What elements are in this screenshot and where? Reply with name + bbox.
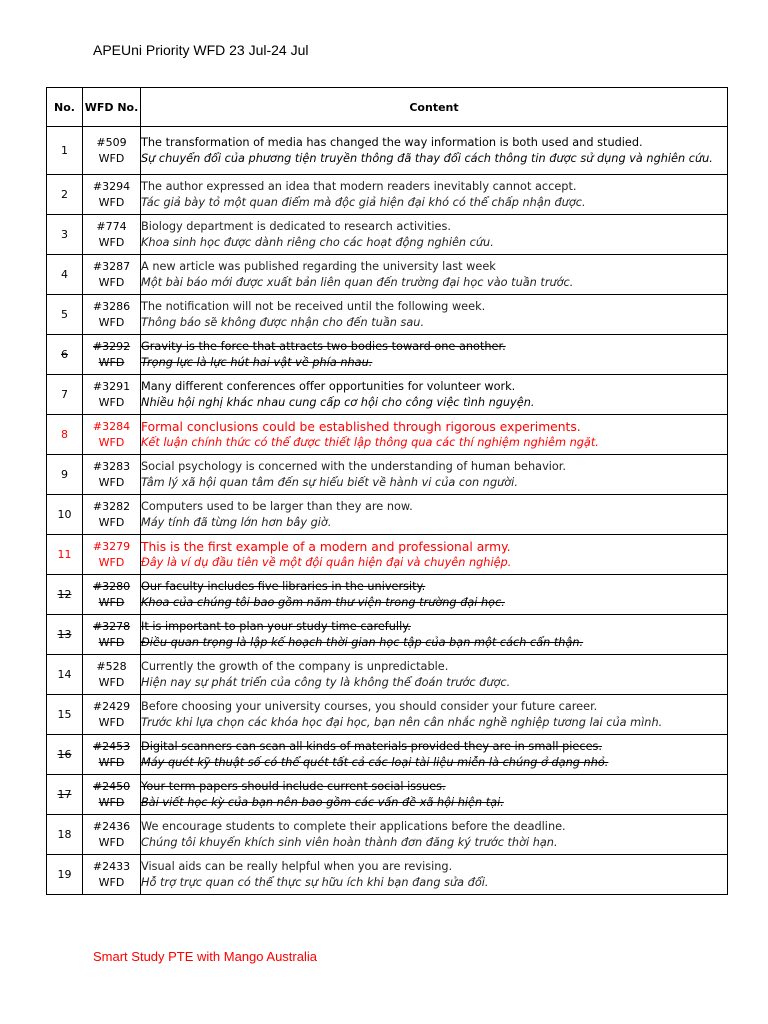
english-sentence: Visual aids can be really helpful when you are revising.	[141, 859, 453, 873]
vietnamese-translation: Sự chuyển đổi của phương tiện truyền thông đã thay đổi cách thông tin được sử dụng và nghiên cứu.	[141, 151, 713, 165]
wfd-code: #3283	[92, 459, 131, 473]
row-number: 6	[47, 335, 83, 375]
wfd-number	[83, 415, 141, 455]
wfd-number	[83, 695, 141, 735]
vietnamese-translation: Máy quét kỹ thuật số có thể quét tất cả các loại tài liệu miễn là chúng ở dạng nhỏ.	[141, 755, 609, 769]
content-cell	[141, 775, 728, 815]
wfd-number	[83, 815, 141, 855]
wfd-tag: WFD	[98, 755, 125, 769]
table-row	[47, 535, 728, 575]
table-row	[47, 415, 728, 455]
row-number: 1	[47, 127, 83, 175]
english-sentence: Computers used to be larger than they are now.	[141, 499, 413, 513]
row-number: 17	[47, 775, 83, 815]
vietnamese-translation: Trọng lực là lực hút hai vật về phía nhau.	[141, 355, 373, 369]
wfd-code: #3280	[92, 579, 131, 593]
table-row	[47, 255, 728, 295]
english-sentence: This is the first example of a modern and professional army.	[141, 539, 511, 554]
wfd-number	[83, 375, 141, 415]
vietnamese-translation: Đây là ví dụ đầu tiên về một đội quân hiện đại và chuyên nghiệp.	[141, 555, 512, 569]
wfd-number	[83, 215, 141, 255]
content-cell	[141, 215, 728, 255]
vietnamese-translation: Trước khi lựa chọn các khóa học đại học, bạn nên cân nhắc nghề nghiệp tương lai của mình.	[141, 715, 663, 729]
content-cell	[141, 495, 728, 535]
wfd-number	[83, 855, 141, 895]
english-sentence: Before choosing your university courses, you should consider your future career.	[141, 699, 598, 713]
wfd-tag: WFD	[98, 595, 125, 609]
wfd-code: #2450	[92, 779, 131, 793]
table-row	[47, 735, 728, 775]
wfd-code: #2433	[92, 859, 131, 873]
row-number: 11	[47, 535, 83, 575]
english-sentence: It is important to plan your study time carefully.	[141, 619, 411, 633]
wfd-number	[83, 175, 141, 215]
row-number: 7	[47, 375, 83, 415]
content-cell	[141, 375, 728, 415]
english-sentence: Formal conclusions could be established through rigorous experiments.	[141, 419, 581, 434]
content-cell	[141, 335, 728, 375]
row-number: 8	[47, 415, 83, 455]
vietnamese-translation: Khoa sinh học được dành riêng cho các hoạt động nghiên cứu.	[141, 235, 494, 249]
wfd-code: #3286	[92, 299, 131, 313]
footer-note: Smart Study PTE with Mango Australia	[93, 949, 317, 964]
wfd-code: #3278	[92, 619, 131, 633]
row-number: 12	[47, 575, 83, 615]
wfd-code: #3282	[92, 499, 131, 513]
wfd-tag: WFD	[98, 875, 125, 889]
wfd-code: #3284	[92, 419, 131, 433]
wfd-number	[83, 615, 141, 655]
wfd-code: #3294	[92, 179, 131, 193]
table-row	[47, 127, 728, 175]
english-sentence: Digital scanners can scan all kinds of materials provided they are in small pieces.	[141, 739, 603, 753]
wfd-tag: WFD	[98, 475, 125, 489]
content-cell	[141, 575, 728, 615]
wfd-tag: WFD	[98, 275, 125, 289]
table-row	[47, 455, 728, 495]
content-cell	[141, 735, 728, 775]
table-body	[47, 127, 728, 895]
table-row	[47, 815, 728, 855]
wfd-tag: WFD	[98, 235, 125, 249]
table-row	[47, 375, 728, 415]
vietnamese-translation: Hiện nay sự phát triển của công ty là không thể đoán trước được.	[141, 675, 511, 689]
english-sentence: Biology department is dedicated to research activities.	[141, 219, 451, 233]
wfd-tag: WFD	[98, 435, 125, 449]
english-sentence: A new article was published regarding the university last week	[141, 259, 496, 273]
english-sentence: The transformation of media has changed the way information is both used and studied.	[141, 135, 643, 149]
content-cell	[141, 175, 728, 215]
wfd-tag: WFD	[98, 675, 125, 689]
vietnamese-translation: Điều quan trọng là lập kế hoạch thời gian học tập của bạn một cách cẩn thận.	[141, 635, 584, 649]
wfd-tag: WFD	[98, 395, 125, 409]
wfd-tag: WFD	[98, 835, 125, 849]
english-sentence: Gravity is the force that attracts two bodies toward one another.	[141, 339, 506, 353]
table-row	[47, 855, 728, 895]
wfd-number	[83, 655, 141, 695]
wfd-code: #2436	[92, 819, 131, 833]
vietnamese-translation: Chúng tôi khuyến khích sinh viên hoàn thành đơn đăng ký trước thời hạn.	[141, 835, 558, 849]
content-cell	[141, 815, 728, 855]
vietnamese-translation: Bài viết học kỳ của bạn nên bao gồm các vấn đề xã hội hiện tại.	[141, 795, 504, 809]
wfd-number	[83, 575, 141, 615]
wfd-code: #3292	[92, 339, 131, 353]
vietnamese-translation: Khoa của chúng tôi bao gồm năm thư viện trong trường đại học.	[141, 595, 505, 609]
row-number: 4	[47, 255, 83, 295]
content-cell	[141, 127, 728, 175]
row-number: 3	[47, 215, 83, 255]
wfd-code: #2429	[92, 699, 131, 713]
wfd-tag: WFD	[98, 795, 125, 809]
wfd-code: #2453	[92, 739, 131, 753]
english-sentence: Social psychology is concerned with the understanding of human behavior.	[141, 459, 567, 473]
table-row	[47, 175, 728, 215]
table-row	[47, 615, 728, 655]
wfd-tag: WFD	[98, 315, 125, 329]
content-cell	[141, 615, 728, 655]
wfd-code: #774	[96, 219, 127, 233]
wfd-number	[83, 455, 141, 495]
table-row	[47, 295, 728, 335]
wfd-code: #528	[96, 659, 127, 673]
row-number: 16	[47, 735, 83, 775]
content-cell	[141, 455, 728, 495]
wfd-number	[83, 335, 141, 375]
table-row	[47, 575, 728, 615]
wfd-tag: WFD	[98, 195, 125, 209]
content-cell	[141, 535, 728, 575]
content-cell	[141, 695, 728, 735]
english-sentence: The notification will not be received until the following week.	[141, 299, 486, 313]
document-title: APEUni Priority WFD 23 Jul-24 Jul	[93, 42, 309, 58]
wfd-tag: WFD	[98, 151, 125, 165]
table-row	[47, 495, 728, 535]
row-number: 10	[47, 495, 83, 535]
wfd-table	[46, 87, 728, 895]
table-row	[47, 335, 728, 375]
wfd-code: #3287	[92, 259, 131, 273]
english-sentence: Your term papers should include current social issues.	[141, 779, 446, 793]
english-sentence: Currently the growth of the company is unpredictable.	[141, 659, 449, 673]
wfd-number	[83, 127, 141, 175]
vietnamese-translation: Máy tính đã từng lớn hơn bây giờ.	[141, 515, 332, 529]
wfd-number	[83, 775, 141, 815]
table-row	[47, 695, 728, 735]
wfd-tag: WFD	[98, 355, 125, 369]
row-number: 14	[47, 655, 83, 695]
wfd-number	[83, 295, 141, 335]
wfd-tag: WFD	[98, 715, 125, 729]
content-cell	[141, 655, 728, 695]
english-sentence: Our faculty includes five libraries in the university.	[141, 579, 426, 593]
table-row	[47, 655, 728, 695]
wfd-number	[83, 255, 141, 295]
row-number: 5	[47, 295, 83, 335]
wfd-tag: WFD	[98, 635, 125, 649]
vietnamese-translation: Thông báo sẽ không được nhận cho đến tuần sau.	[141, 315, 425, 329]
wfd-number	[83, 495, 141, 535]
english-sentence: Many different conferences offer opportunities for volunteer work.	[141, 379, 516, 393]
table-row	[47, 775, 728, 815]
wfd-tag: WFD	[98, 515, 125, 529]
row-number: 19	[47, 855, 83, 895]
row-number: 15	[47, 695, 83, 735]
wfd-number	[83, 735, 141, 775]
row-number: 13	[47, 615, 83, 655]
row-number: 18	[47, 815, 83, 855]
vietnamese-translation: Kết luận chính thức có thể được thiết lập thông qua các thí nghiệm nghiêm ngặt.	[141, 435, 599, 449]
content-cell	[141, 855, 728, 895]
header-no: No.	[47, 88, 83, 127]
wfd-code: #3291	[92, 379, 131, 393]
wfd-code: #3279	[92, 539, 131, 553]
table-header-row	[47, 88, 728, 127]
header-content: Content	[141, 88, 728, 127]
row-number: 9	[47, 455, 83, 495]
vietnamese-translation: Tác giả bày tỏ một quan điểm mà độc giả hiện đại khó có thể chấp nhận được.	[141, 195, 586, 209]
vietnamese-translation: Nhiều hội nghị khác nhau cung cấp cơ hội cho công việc tình nguyện.	[141, 395, 535, 409]
wfd-code: #509	[96, 135, 127, 149]
content-cell	[141, 255, 728, 295]
header-wfd-no: WFD No.	[83, 88, 141, 127]
wfd-number	[83, 535, 141, 575]
vietnamese-translation: Một bài báo mới được xuất bản liên quan đến trường đại học vào tuần trước.	[141, 275, 574, 289]
english-sentence: We encourage students to complete their applications before the deadline.	[141, 819, 566, 833]
wfd-tag: WFD	[98, 555, 125, 569]
table-row	[47, 215, 728, 255]
content-cell	[141, 415, 728, 455]
vietnamese-translation: Tâm lý xã hội quan tâm đến sự hiểu biết về hành vi của con người.	[141, 475, 518, 489]
content-cell	[141, 295, 728, 335]
vietnamese-translation: Hỗ trợ trực quan có thể thực sự hữu ích khi bạn đang sửa đổi.	[141, 875, 489, 889]
english-sentence: The author expressed an idea that modern readers inevitably cannot accept.	[141, 179, 577, 193]
row-number: 2	[47, 175, 83, 215]
